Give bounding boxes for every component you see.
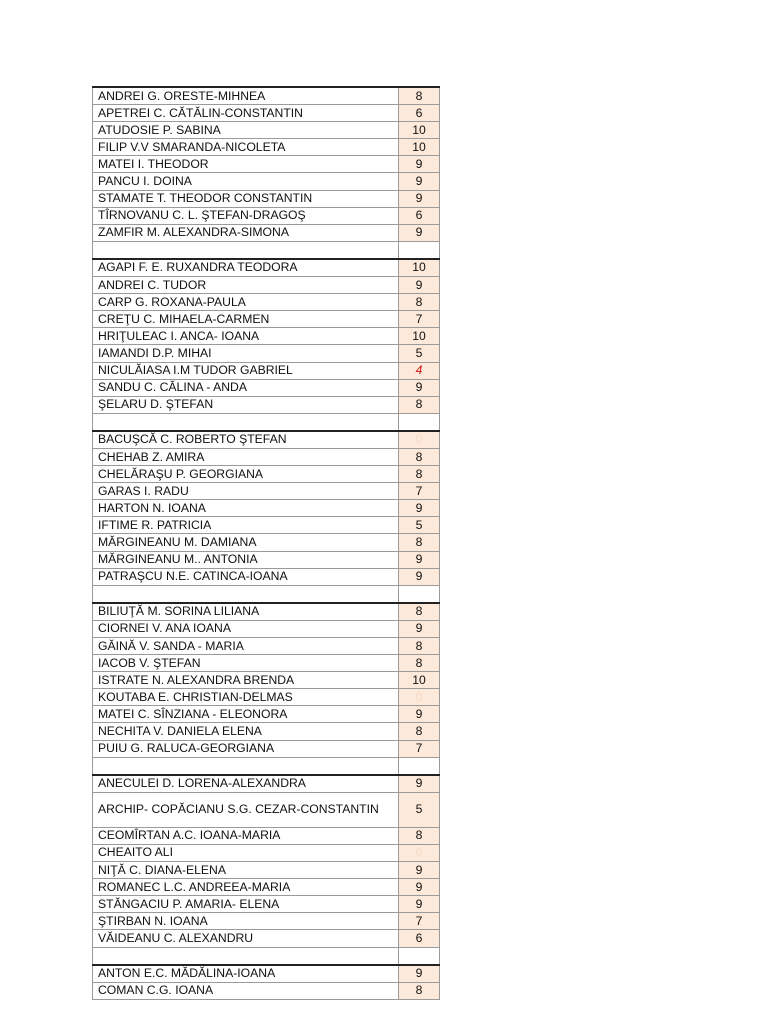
student-name-cell: CHEHAB Z. AMIRA — [93, 448, 399, 465]
table-row — [93, 466, 440, 483]
grade-cell: 9 — [399, 879, 440, 896]
grade-cell: 9 — [399, 862, 440, 879]
grade-cell: 0 — [399, 844, 440, 861]
group-separator-row — [93, 757, 440, 775]
table-row — [93, 517, 440, 534]
grade-cell: 8 — [399, 638, 440, 655]
table-row — [93, 396, 440, 413]
table-row — [93, 345, 440, 362]
student-name-cell: MATEI I. THEODOR — [93, 156, 399, 173]
separator-cell — [93, 241, 399, 259]
table-row — [93, 500, 440, 517]
student-name-cell: HRIŢULEAC I. ANCA- IOANA — [93, 328, 399, 345]
table-row — [93, 603, 440, 621]
table-row — [93, 224, 440, 241]
grade-cell: 5 — [399, 517, 440, 534]
separator-cell — [93, 585, 399, 603]
table-row — [93, 672, 440, 689]
grade-cell: 9 — [399, 224, 440, 241]
student-name-cell: CIORNEI V. ANA IOANA — [93, 620, 399, 637]
grade-cell: 8 — [399, 294, 440, 311]
grade-cell: 0 — [399, 431, 440, 449]
table-row — [93, 277, 440, 294]
grade-cell: 9 — [399, 706, 440, 723]
student-name-cell: ANECULEI D. LORENA-ALEXANDRA — [93, 775, 399, 793]
grade-cell: 10 — [399, 139, 440, 156]
grade-cell: 8 — [399, 87, 440, 105]
grade-cell: 6 — [399, 930, 440, 947]
student-name-cell: STĂNGACIU P. AMARIA- ELENA — [93, 896, 399, 913]
table-row — [93, 379, 440, 396]
student-name-cell: PATRAŞCU N.E. CATINCA-IOANA — [93, 568, 399, 585]
student-name-cell: ZAMFIR M. ALEXANDRA-SIMONA — [93, 224, 399, 241]
student-name-cell: AGAPI F. E. RUXANDRA TEODORA — [93, 259, 399, 277]
student-name-cell: PANCU I. DOINA — [93, 173, 399, 190]
grade-cell: 8 — [399, 466, 440, 483]
table-row — [93, 207, 440, 224]
grades-table-body — [93, 87, 440, 999]
table-row — [93, 982, 440, 999]
student-name-cell: ATUDOSIE P. SABINA — [93, 122, 399, 139]
grade-cell: 9 — [399, 173, 440, 190]
table-row — [93, 723, 440, 740]
student-name-cell: HARTON N. IOANA — [93, 500, 399, 517]
separator-cell — [399, 585, 440, 603]
table-row — [93, 862, 440, 879]
separator-cell — [93, 947, 399, 965]
table-row — [93, 105, 440, 122]
separator-cell — [399, 413, 440, 431]
table-row — [93, 551, 440, 568]
table-row — [93, 689, 440, 706]
student-name-cell: GARAS I. RADU — [93, 483, 399, 500]
table-row — [93, 655, 440, 672]
grade-cell: 10 — [399, 328, 440, 345]
student-name-cell: MĂRGINEANU M. DAMIANA — [93, 534, 399, 551]
student-name-cell: PUIU G. RALUCA-GEORGIANA — [93, 740, 399, 757]
student-name-cell: NICULĂIASA I.M TUDOR GABRIEL — [93, 362, 399, 379]
table-row — [93, 775, 440, 793]
table-row — [93, 879, 440, 896]
grade-cell: 10 — [399, 672, 440, 689]
table-row — [93, 965, 440, 983]
separator-cell — [399, 947, 440, 965]
grade-cell: 8 — [399, 723, 440, 740]
group-separator-row — [93, 241, 440, 259]
student-name-cell: CARP G. ROXANA-PAULA — [93, 294, 399, 311]
grade-cell: 0 — [399, 689, 440, 706]
grades-table — [92, 86, 440, 1000]
table-row — [93, 87, 440, 105]
grade-cell: 9 — [399, 775, 440, 793]
student-name-cell: ŞELARU D. ŞTEFAN — [93, 396, 399, 413]
student-name-cell: ANDREI G. ORESTE-MIHNEA — [93, 87, 399, 105]
student-name-cell: CHELĂRAŞU P. GEORGIANA — [93, 466, 399, 483]
grade-cell: 9 — [399, 965, 440, 983]
group-separator-row — [93, 947, 440, 965]
student-name-cell: COMAN C.G. IOANA — [93, 982, 399, 999]
grade-cell: 9 — [399, 896, 440, 913]
separator-cell — [93, 757, 399, 775]
student-name-cell: ANTON E.C. MĂDĂLINA-IOANA — [93, 965, 399, 983]
table-row — [93, 706, 440, 723]
student-name-cell: SANDU C. CĂLINA - ANDA — [93, 379, 399, 396]
grade-cell: 10 — [399, 122, 440, 139]
table-row — [93, 568, 440, 585]
grade-cell: 8 — [399, 448, 440, 465]
table-row — [93, 827, 440, 844]
table-row — [93, 362, 440, 379]
grade-cell: 8 — [399, 982, 440, 999]
grade-cell: 9 — [399, 277, 440, 294]
student-name-cell: IAMANDI D.P. MIHAI — [93, 345, 399, 362]
student-name-cell: ANDREI C. TUDOR — [93, 277, 399, 294]
student-name-cell: VĂIDEANU C. ALEXANDRU — [93, 930, 399, 947]
grade-cell: 9 — [399, 620, 440, 637]
separator-cell — [399, 757, 440, 775]
table-row — [93, 294, 440, 311]
grade-cell: 7 — [399, 311, 440, 328]
group-separator-row — [93, 413, 440, 431]
student-name-cell: CEOMÎRTAN A.C. IOANA-MARIA — [93, 827, 399, 844]
table-row — [93, 844, 440, 861]
table-row — [93, 190, 440, 207]
separator-cell — [93, 413, 399, 431]
grade-cell: 6 — [399, 207, 440, 224]
table-row — [93, 259, 440, 277]
grade-cell: 9 — [399, 500, 440, 517]
table-row — [93, 311, 440, 328]
grade-cell: 8 — [399, 603, 440, 621]
grade-cell: 10 — [399, 259, 440, 277]
table-row — [93, 913, 440, 930]
student-name-cell: ISTRATE N. ALEXANDRA BRENDA — [93, 672, 399, 689]
separator-cell — [399, 241, 440, 259]
student-name-cell: CHEAITO ALI — [93, 844, 399, 861]
table-row — [93, 930, 440, 947]
table-row — [93, 896, 440, 913]
student-name-cell: IACOB V. ŞTEFAN — [93, 655, 399, 672]
grade-cell: 5 — [399, 345, 440, 362]
table-row — [93, 173, 440, 190]
student-name-cell: KOUTABA E. CHRISTIAN-DELMAS — [93, 689, 399, 706]
grade-cell: 7 — [399, 740, 440, 757]
student-name-cell: IFTIME R. PATRICIA — [93, 517, 399, 534]
grade-cell: 8 — [399, 534, 440, 551]
grade-cell: 6 — [399, 105, 440, 122]
student-name-cell: MĂRGINEANU M.. ANTONIA — [93, 551, 399, 568]
grade-cell: 8 — [399, 827, 440, 844]
table-row — [93, 740, 440, 757]
grade-cell: 8 — [399, 396, 440, 413]
group-separator-row — [93, 585, 440, 603]
table-row — [93, 448, 440, 465]
student-name-cell: ROMANEC L.C. ANDREEA-MARIA — [93, 879, 399, 896]
table-row — [93, 431, 440, 449]
table-row — [93, 156, 440, 173]
student-name-cell: APETREI C. CĂTĂLIN-CONSTANTIN — [93, 105, 399, 122]
table-row — [93, 122, 440, 139]
student-name-cell: GĂINĂ V. SANDA - MARIA — [93, 638, 399, 655]
table-row — [93, 620, 440, 637]
student-name-cell: TÎRNOVANU C. L. ŞTEFAN-DRAGOŞ — [93, 207, 399, 224]
student-name-cell: CREŢU C. MIHAELA-CARMEN — [93, 311, 399, 328]
student-name-cell: MATEI C. SÎNZIANA - ELEONORA — [93, 706, 399, 723]
grade-cell: 7 — [399, 913, 440, 930]
grade-cell: 5 — [399, 792, 440, 827]
student-name-cell: NECHITA V. DANIELA ELENA — [93, 723, 399, 740]
student-name-cell: NIŢĂ C. DIANA-ELENA — [93, 862, 399, 879]
student-name-cell: ARCHIP- COPĂCIANU S.G. CEZAR-CONSTANTIN — [93, 792, 399, 827]
table-row — [93, 328, 440, 345]
student-name-cell: BILIUŢĂ M. SORINA LILIANA — [93, 603, 399, 621]
table-row — [93, 139, 440, 156]
grade-cell: 9 — [399, 190, 440, 207]
grade-cell: 9 — [399, 379, 440, 396]
grade-cell: 9 — [399, 568, 440, 585]
table-row — [93, 638, 440, 655]
student-name-cell: BACUŞCĂ C. ROBERTO ŞTEFAN — [93, 431, 399, 449]
student-name-cell: STAMATE T. THEODOR CONSTANTIN — [93, 190, 399, 207]
table-row — [93, 792, 440, 827]
grade-cell: 4 — [399, 362, 440, 379]
grade-cell: 7 — [399, 483, 440, 500]
grade-cell: 9 — [399, 551, 440, 568]
table-row — [93, 534, 440, 551]
table-row — [93, 483, 440, 500]
student-name-cell: ŞTIRBAN N. IOANA — [93, 913, 399, 930]
grade-cell: 9 — [399, 156, 440, 173]
grade-cell: 8 — [399, 655, 440, 672]
student-name-cell: FILIP V.V SMARANDA-NICOLETA — [93, 139, 399, 156]
